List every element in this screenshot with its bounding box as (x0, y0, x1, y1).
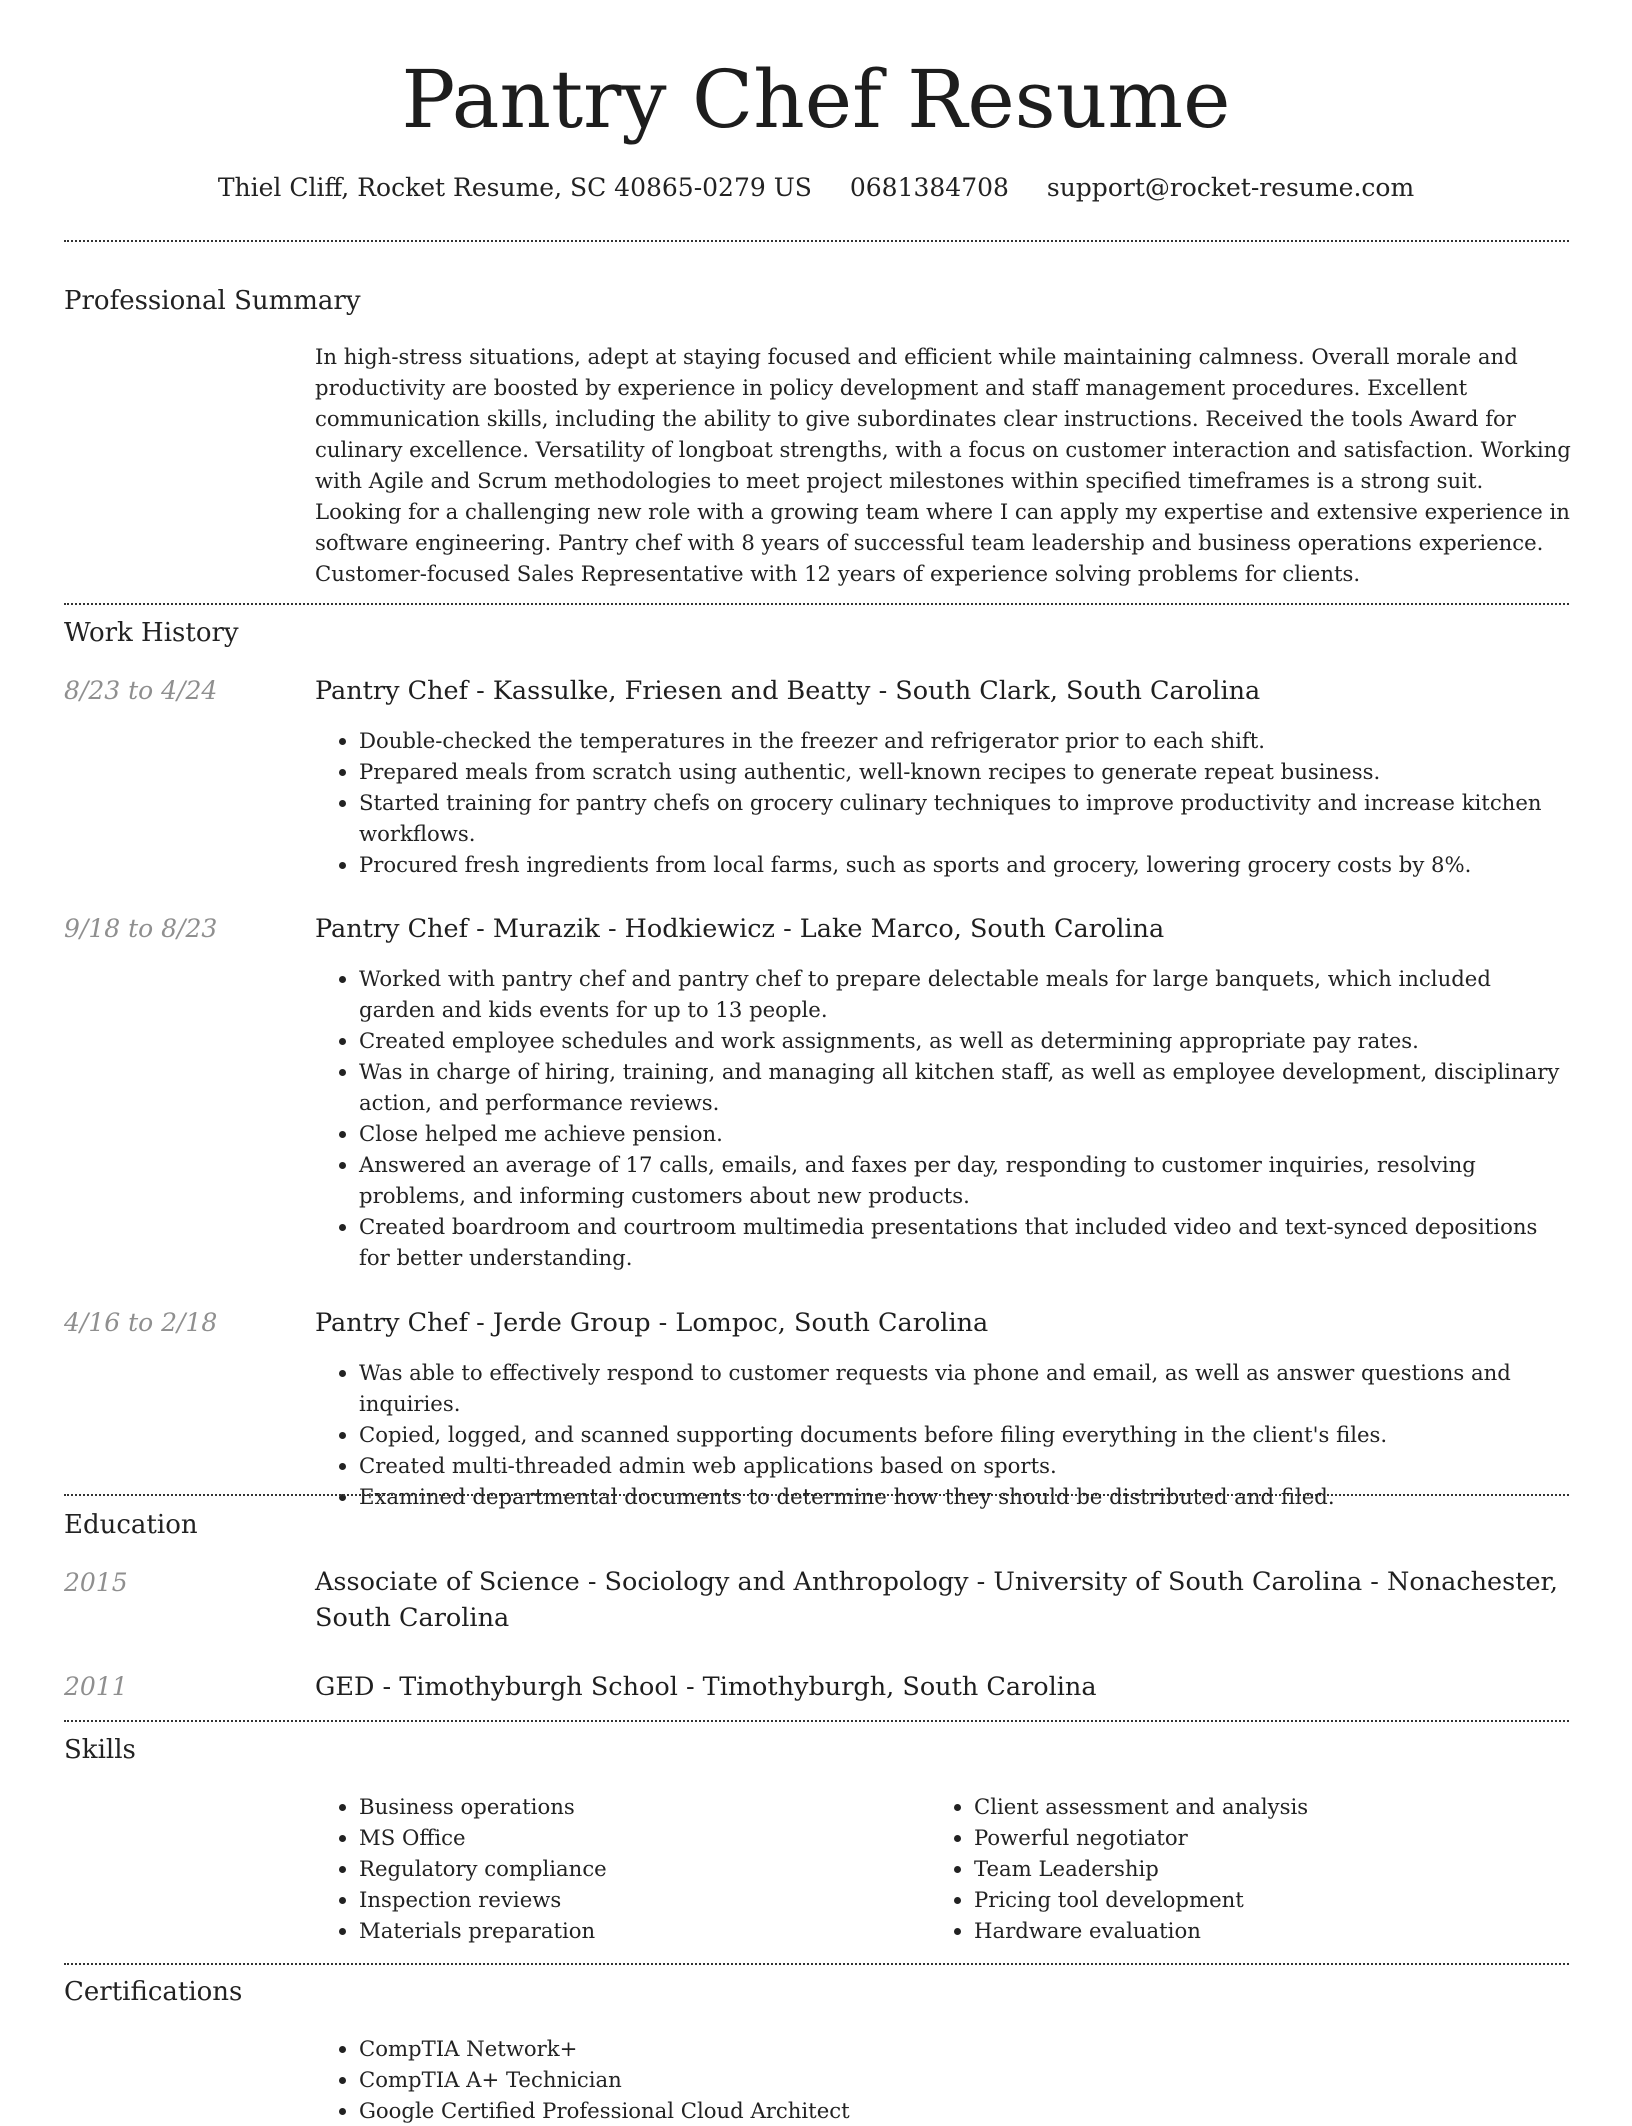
certification-item: • CompTIA Network+ (359, 2033, 1573, 2064)
certification-item: • Google Certified Professional Cloud Architect (359, 2095, 1573, 2126)
section-divider (64, 1720, 1569, 1722)
education-year: 2011 (64, 1672, 128, 1701)
job-title: Pantry Chef - Jerde Group - Lompoc, South Carolina (315, 1308, 989, 1338)
job-bullets (315, 1357, 1573, 1512)
job-title: Pantry Chef - Murazik - Hodkiewicz - Lake Marco, South Carolina (315, 914, 1165, 944)
skill-item: • Materials preparation (359, 1915, 915, 1946)
skill-item: • Business operations (359, 1791, 915, 1822)
job-dates: 9/18 to 8/23 (64, 914, 218, 943)
skill-item: • Client assessment and analysis (974, 1791, 1530, 1822)
skills-heading: Skills (64, 1735, 136, 1765)
resume-title: Pantry Chef Resume (401, 53, 1231, 146)
contact-line (0, 172, 1632, 204)
job-dates: 8/23 to 4/24 (64, 676, 218, 705)
job-bullet: • Answered an average of 17 calls, emails, and faxes per day, responding to customer inquiries, resolving problems, and informing customers about new products. (359, 1149, 1573, 1211)
job-bullet: • Procured fresh ingredients from local farms, such as sports and grocery, lowering grocery costs by 8%. (359, 849, 1573, 880)
job-dates: 4/16 to 2/18 (64, 1308, 218, 1337)
contact-address: Thiel Cliff, Rocket Resume, SC 40865-0279 US (217, 173, 812, 202)
job-bullet: • Was able to effectively respond to customer requests via phone and email, as well as answer questions and inquiries. (359, 1357, 1573, 1419)
education-year: 2015 (64, 1568, 128, 1597)
job-bullet: • Created boardroom and courtroom multimedia presentations that included video and text-synced depositions for better understanding. (359, 1211, 1573, 1273)
skill-item: • MS Office (359, 1822, 915, 1853)
skill-item: • Hardware evaluation (974, 1915, 1530, 1946)
job-bullet: • Prepared meals from scratch using authentic, well-known recipes to generate repeat business. (359, 756, 1573, 787)
section-divider (64, 1494, 1569, 1496)
summary-text: In high-stress situations, adept at staying focused and efficient while maintaining calmness. Overall morale and productivity are boosted by experience in policy development and staff management procedures. Excellent communication skills, including the ability to give subordinates clear instructions. Received the tools Award for culinary excellence. Versatility of longboat strengths, with a focus on customer interaction and satisfaction. Working with Agile and Scrum methodologies to meet project milestones within specified timeframes is a strong suit. Looking for a challenging new role with a growing team where I can apply my expertise and extensive experience in software engineering. Pantry chef with 8 years of successful team leadership and business operations experience. Customer-focused Sales Representative with 12 years of experience solving problems for clients. (315, 344, 1571, 586)
skill-item: • Regulatory compliance (359, 1853, 915, 1884)
job-title: Pantry Chef - Kassulke, Friesen and Beatty - South Clark, South Carolina (315, 676, 1261, 706)
certifications-list (315, 2033, 1573, 2126)
education-heading: Education (64, 1510, 198, 1540)
job-bullet: • Copied, logged, and scanned supporting documents before filing everything in the client's files. (359, 1419, 1573, 1450)
skill-item: • Pricing tool development (974, 1884, 1530, 1915)
skills-list-left (315, 1791, 915, 1946)
education-entry: Associate of Science - Sociology and Anthropology - University of South Carolina - Nonachester, South Carolina (315, 1567, 1559, 1633)
skill-item: • Powerful negotiator (974, 1822, 1530, 1853)
section-divider (64, 240, 1569, 242)
job-bullet: • Started training for pantry chefs on grocery culinary techniques to improve productivity and increase kitchen workflows. (359, 787, 1573, 849)
job-bullets (315, 963, 1573, 1273)
job-bullet: • Was in charge of hiring, training, and managing all kitchen staff, as well as employee development, disciplinary action, and performance reviews. (359, 1056, 1573, 1118)
work-history-heading: Work History (64, 618, 239, 648)
section-divider (64, 1963, 1569, 1965)
skill-item: • Team Leadership (974, 1853, 1530, 1884)
contact-email: support@rocket-resume.com (1046, 173, 1415, 202)
certification-item: • CompTIA A+ Technician (359, 2064, 1573, 2095)
job-bullet: • Close helped me achieve pension. (359, 1118, 1573, 1149)
skill-item: • Inspection reviews (359, 1884, 915, 1915)
job-bullet: • Worked with pantry chef and pantry chef to prepare delectable meals for large banquets, which included garden and kids events for up to 13 people. (359, 963, 1573, 1025)
job-bullet: • Created multi-threaded admin web applications based on sports. (359, 1450, 1573, 1481)
education-entry: GED - Timothyburgh School - Timothyburgh, South Carolina (315, 1672, 1097, 1702)
job-bullet: • Examined departmental documents to determine how they should be distributed and filed. (359, 1481, 1573, 1512)
job-bullet: • Double-checked the temperatures in the freezer and refrigerator prior to each shift. (359, 725, 1573, 756)
section-divider (64, 603, 1569, 605)
summary-heading: Professional Summary (64, 286, 361, 316)
skills-list-right (930, 1791, 1530, 1946)
certifications-heading: Certifications (64, 1977, 243, 2007)
contact-phone: 0681384708 (849, 173, 1009, 202)
job-bullets (315, 725, 1573, 880)
job-bullet: • Created employee schedules and work assignments, as well as determining appropriate pay rates. (359, 1025, 1573, 1056)
